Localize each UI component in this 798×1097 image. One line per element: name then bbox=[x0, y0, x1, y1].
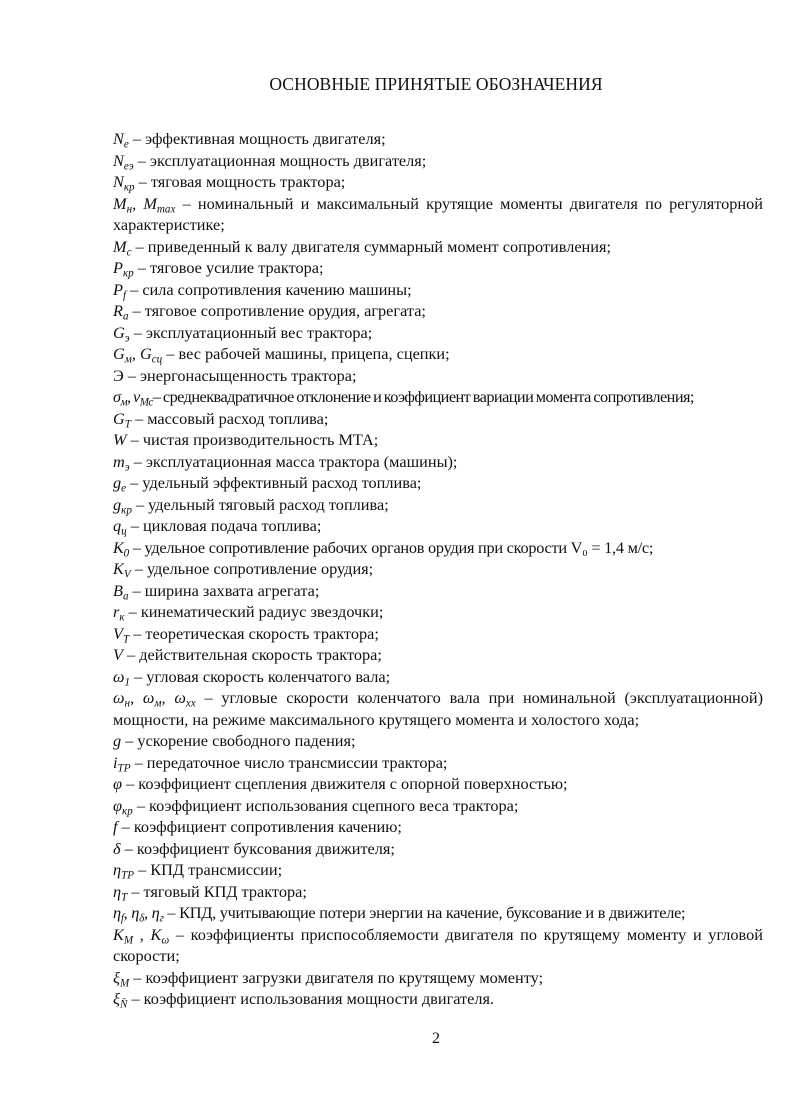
notation-entry: $V_T$ – теоретическая скорость трактора; bbox=[113, 623, 379, 645]
notation-entry: $\sigma_м$, $\nu_{Mc}-$ среднеквадратичное отклонение и коэффициент вариации момента сопротивления; bbox=[113, 387, 694, 409]
notation-entry: $K_0$ – удельное сопротивление рабочих органов орудия при скорости V₀ = 1,4 м/с; bbox=[113, 537, 654, 559]
notation-entry: $P_{кр}$ – тяговое усилие трактора; bbox=[113, 258, 324, 280]
notation-entry: $\xi_M$ – коэффициент загрузки двигателя по крутящему моменту; bbox=[113, 967, 544, 989]
notation-entry: $R_a$ – тяговое сопротивление орудия, агрегата; bbox=[113, 301, 426, 323]
notation-entry: $g_{кр}$ – удельный тяговый расход топлива; bbox=[113, 494, 389, 516]
notation-entry: $K_M$ , $K_\omega$ – коэффициенты приспособляемости двигателя по крутящему моменту и угловой скорости; bbox=[113, 924, 763, 965]
notation-entry: $\eta_{ТР}$ – КПД трансмиссии; bbox=[113, 860, 283, 882]
notation-entry: $M_c$ – приведенный к валу двигателя суммарный момент сопротивления; bbox=[113, 236, 611, 258]
notation-entry: $\varphi_{кр}$ – коэффициент использования сцепного веса трактора; bbox=[113, 795, 519, 817]
page-title: ОСНОВНЫЕ ПРИНЯТЫЕ ОБОЗНАЧЕНИЯ bbox=[269, 74, 603, 94]
notation-entry: δ – коэффициент буксования движителя; bbox=[113, 838, 395, 858]
notation-entry: $N_{кр}$ – тяговая мощность трактора; bbox=[113, 172, 346, 194]
notation-entry: $B_a$ – ширина захвата агрегата; bbox=[113, 580, 320, 602]
notation-entry: $M_н$, $M_{max}$ – номинальный и максимальный крутящие моменты двигателя по регуляторной характеристике; bbox=[113, 193, 764, 234]
notation-entry: $K_V$ – удельное сопротивление орудия; bbox=[113, 559, 374, 581]
page-number: 2 bbox=[432, 1030, 440, 1047]
notation-entry: $q_ц$ – цикловая подача топлива; bbox=[113, 516, 322, 538]
notation-list bbox=[113, 128, 763, 1010]
notation-entry: $m_э$ – эксплуатационная масса трактора (машины); bbox=[113, 451, 458, 473]
notation-entry: $g_e$ – удельный эффективный расход топлива; bbox=[113, 473, 422, 495]
notation-entry: φ – коэффициент сцепления движителя с опорной поверхностью; bbox=[113, 774, 568, 793]
notation-entry: Э – энергонасыщенность трактора; bbox=[113, 365, 357, 385]
notation-entry: $\omega_н$, $\omega_м$, $\omega_{хх}$ – угловые скорости коленчатого вала при номинальной (эксплуатационной) мощности, на режиме максимального крутящего момента и холостого хода; bbox=[113, 688, 764, 729]
notation-entry: $P_f$ – сила сопротивления качению машины; bbox=[113, 279, 412, 301]
notation-entry: $N_{еэ}$ – эксплуатационная мощность двигателя; bbox=[113, 150, 427, 172]
notation-entry: $G_э$ – эксплуатационный вес трактора; bbox=[113, 322, 373, 344]
notation-entry: $\eta_f$, $\eta_\delta$, $\eta_г$ – КПД, учитывающие потери энергии на качение, буксование и в движителе; bbox=[113, 903, 686, 925]
notation-entry: $r_к$ – кинематический радиус звездочки; bbox=[113, 602, 384, 624]
notation-entry: $G_T$ – массовый расход топлива; bbox=[113, 408, 329, 430]
notation-entry: V – действительная скорость трактора; bbox=[113, 645, 382, 664]
notation-entry: $N_e$ – эффективная мощность двигателя; bbox=[113, 129, 386, 151]
notation-entry: f – коэффициент сопротивления качению; bbox=[113, 817, 402, 836]
notation-entry: g – ускорение свободного падения; bbox=[113, 731, 356, 750]
notation-entry: W – чистая производительность МТА; bbox=[113, 430, 379, 449]
notation-entry: $G_м$, $G_{сц}$ – вес рабочей машины, прицепа, сцепки; bbox=[113, 344, 450, 366]
notation-entry: $i_{ТР}$ – передаточное число трансмиссии трактора; bbox=[113, 752, 448, 774]
notation-entry: $\eta_Т$ – тяговый КПД трактора; bbox=[113, 881, 307, 903]
notation-entry: $\omega_1$ – угловая скорость коленчатого вала; bbox=[113, 666, 391, 688]
notation-entry: $\xi_{N̄}$ – коэффициент использования мощности двигателя. bbox=[113, 989, 495, 1011]
